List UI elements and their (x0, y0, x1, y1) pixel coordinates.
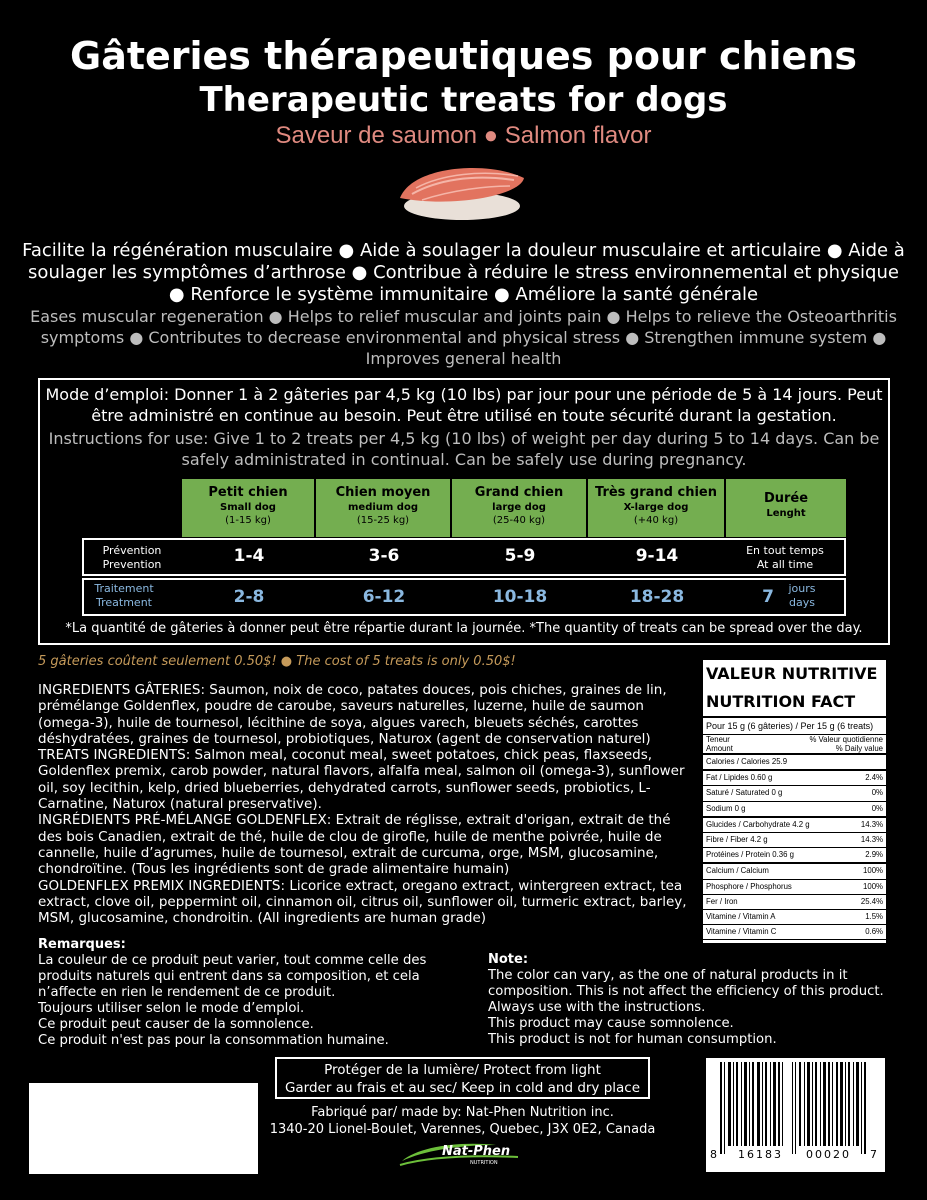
manufacturer-name: Fabriqué par/ made by: Nat-Phen Nutrition inc. (311, 1105, 614, 1120)
ingredients-treats-en: TREATS INGREDIENTS: Salmon meal, coconut meal, sweet potatoes, chick peas, flaxseeds, Goldenflex premix, carob powder, natural flavors, alfalfa meal, salmon oil (omega-3), sunflower oil, soy lecithin, kelp, dried blueberries, dehydrated carrots, sunflower seeds, probiotics, L-Carnatine, Naturox (natural preservative). (38, 747, 685, 813)
flavor-line (0, 120, 927, 152)
nutrition-header-2: Amount % Daily value (703, 744, 886, 755)
prevention-xlarge: 9-14 (635, 546, 679, 566)
nutrition-row (703, 786, 886, 801)
ingredients-premix-fr: INGRÉDIENTS PRÉ-MÉLANGE GOLDENFLEX: Extrait de réglisse, extrait d'origan, extrait de thé des bois Canadien, extrait de thé, huile de clou de girofle, huile de menthe poivrée, huile de cannelle, huile d’agrumes, huile de tournesol, extrait de curcuma, orge, MSM, glucosamine, chondroïtine. (Tous les ingrédients sont de grade alimentaire humain) (38, 812, 671, 878)
dosage-header-row (182, 479, 846, 537)
nutrition-row (703, 864, 886, 879)
nat-phen-logo (398, 1139, 533, 1169)
header-duration: Durée Lenght (726, 479, 846, 537)
nutrition-row-label: Sodium 0 g (706, 803, 746, 813)
nutrition-row (703, 802, 886, 818)
barcode-digit-2: 16183 (738, 1148, 783, 1161)
nutrition-row-value: 25.4% (860, 896, 883, 906)
prevention-label: Prévention Prevention (102, 544, 162, 571)
barcode-digit-3: 00020 (806, 1148, 851, 1161)
logo-subtext: NUTRITION (470, 1160, 498, 1166)
nutrition-row (703, 880, 886, 895)
treatment-label: Traitement Treatment (94, 582, 154, 609)
flavor-french: Saveur de saumon (275, 122, 477, 149)
remarks-title: Remarques: (38, 937, 126, 952)
nutrition-serving: Pour 15 g (6 gâteries) / Per 15 g (6 treats) (703, 716, 886, 735)
nutrition-row-value: 100% (863, 881, 883, 891)
nutrition-row-label: Calories / Calories 25.9 (706, 757, 788, 766)
salmon-sushi-image (392, 156, 532, 228)
nutrition-row (703, 848, 886, 864)
barcode (706, 1058, 885, 1172)
nutrition-row-label: Phosphore / Phosphorus (706, 881, 792, 891)
storage-light: Protéger de la lumière/ Protect from light (324, 1062, 601, 1078)
nutrition-row-value: 0.6% (865, 927, 883, 937)
nutrition-row-label: Vitamine / Vitamin C (706, 927, 777, 937)
nutrition-row-label: Calcium / Calcium (706, 866, 769, 876)
treatment-xlarge: 18-28 (629, 587, 685, 607)
nutrition-row-label: Fibre / Fiber 4.2 g (706, 835, 768, 845)
prevention-duration: En tout temps At all time (746, 544, 824, 571)
ingredients-premix-en: GOLDENFLEX PREMIX INGREDIENTS: Licorice extract, oregano extract, wintergreen extract, tea extract, clove oil, peppermint oil, cinnamon oil, citrus oil, sunflower oil, turmeric extract, barley, MSM, glucosamine, chondroitin. (All ingredients are human grade) (38, 877, 687, 927)
storage-dry: Garder au frais et au sec/ Keep in cold and dry place (284, 1080, 641, 1096)
nutrition-rows (703, 755, 886, 940)
prevention-row (82, 538, 846, 576)
nutrition-row-label: Vitamine / Vitamin A (706, 912, 776, 922)
dosage-footnote: *La quantité de gâteries à donner peut être répartie durant la journée. *The quantity of treats can be spread over the day. (65, 621, 863, 636)
nutrition-row-value: 2.4% (865, 773, 883, 783)
prevention-small: 1-4 (233, 546, 265, 566)
remarks-text: La couleur de ce produit peut varier, tout comme celle des produits naturels qui entrent dans sa composition, et cela n’affecte en rien le rendement de ce produit. Toujours utiliser selon le mode d’emploi. Ce produit peut causer de la somnolence. Ce produit n'est pas pour la consommation humaine. (38, 953, 427, 1048)
flavor-english: Salmon flavor (504, 122, 652, 149)
nutrition-title-fr: VALEUR NUTRITIVE (706, 664, 878, 683)
nutrition-row-label: Protéines / Protein 0.36 g (706, 850, 794, 860)
manufacturer-info (250, 1104, 675, 1138)
nutrition-title-en: NUTRITION FACT (706, 692, 856, 711)
nutrition-row (703, 910, 886, 925)
prevention-medium: 3-6 (368, 546, 400, 566)
treatment-medium: 6-12 (362, 587, 406, 607)
nutrition-row (703, 925, 886, 940)
nutrition-row (703, 895, 886, 910)
nutrition-row-value: 0% (871, 788, 883, 798)
benefits-english: Eases muscular regeneration ● Helps to relief muscular and joints pain ● Helps to relieve the Osteoarthritis symptoms ● Contributes to decrease environmental and physical stress ● Strengthen immune system ● Improves general health (30, 307, 897, 368)
nutrition-row-value: 2.9% (865, 850, 883, 860)
usage-french: Mode d’emploi: Donner 1 à 2 gâteries par 4,5 kg (10 lbs) par jour pour une période de 5 à 14 jours. Peut être administré en continue au besoin. Peut être utilisé en toute sécurité durant la gestation. (45, 385, 883, 425)
nutrition-row-label: Fer / Iron (706, 896, 738, 906)
treatment-duration-value: 7 (762, 587, 774, 607)
note-title: Note: (488, 952, 529, 967)
ingredients-treats-fr: INGREDIENTS GÂTERIES: Saumon, noix de coco, patates douces, pois chiches, graines de lin, prémélange Goldenflex, poudre de caroube, saveurs naturelles, luzerne, huile de saumon (omega-3), huile de tournesol, lécithine de soya, algues varech, bleuets séchés, carottes déshydratées, graines de tournesol, probiotiques, Naturox (agent de conservation naturel) (38, 682, 667, 747)
header-small-dog: Petit chien Small dog (1-15 kg) (182, 479, 316, 537)
manufacturer-address: 1340-20 Lionel-Boulet, Varennes, Quebec, J3X 0E2, Canada (269, 1122, 656, 1137)
nutrition-facts-table (703, 660, 886, 943)
nutrition-header-1: Teneur % Valeur quotidienne (706, 735, 883, 744)
note-text: The color can vary, as the one of natural products in it composition. This is not affect the efficiency of this product. Always use with the instructions. This product may cause somnolence. This product is not for human consumption. (488, 968, 884, 1047)
ingredients-block (38, 682, 688, 926)
blank-label-area (29, 1083, 258, 1174)
usage-english: Instructions for use: Give 1 to 2 treats per 4,5 kg (10 lbs) of weight per day during 5 to 14 days. Can be safely administrated in continual. Can be safely use during pregnancy. (48, 429, 880, 469)
prevention-large: 5-9 (504, 546, 536, 566)
nutrition-row-value: 100% (863, 866, 883, 876)
nutrition-row-label: Saturé / Saturated 0 g (706, 788, 783, 798)
nutrition-row (703, 771, 886, 786)
nutrition-row-value: 14.3% (860, 835, 883, 845)
nutrition-row (703, 818, 886, 833)
cost-line: 5 gâteries coûtent seulement 0.50$! ● The cost of 5 treats is only 0.50$! (38, 654, 516, 669)
nutrition-row-value: 14.3% (860, 819, 883, 829)
barcode-digit-4: 7 (870, 1148, 877, 1161)
title-english: Therapeutic treats for dogs (199, 80, 728, 120)
header-xlarge-dog: Très grand chien X-large dog (+40 kg) (588, 479, 726, 537)
title-french: Gâteries thérapeutiques pour chiens (70, 34, 857, 78)
header-large-dog: Grand chien large dog (25-40 kg) (452, 479, 588, 537)
nutrition-row (703, 833, 886, 848)
bullet-icon: ● (483, 122, 499, 149)
nutrition-row-label: Fat / Lipides 0.60 g (706, 773, 773, 783)
header-medium-dog: Chien moyen medium dog (15-25 kg) (316, 479, 452, 537)
barcode-digit-1: 8 (710, 1148, 717, 1161)
logo-text: Nat-Phen (442, 1144, 511, 1159)
treatment-small: 2-8 (233, 587, 265, 607)
nutrition-row-value: 1.5% (865, 912, 883, 922)
nutrition-row (703, 755, 886, 771)
treatment-duration-unit: jours days (788, 582, 816, 609)
nutrition-row-label: Glucides / Carbohydrate 4.2 g (706, 819, 810, 829)
storage-box (275, 1057, 650, 1099)
nutrition-row-value: 0% (871, 803, 883, 813)
benefits-french: Facilite la régénération musculaire ● Aide à soulager la douleur musculaire et articulaire ● Aide à soulager les symptômes d’arthrose ● Contribue à réduire le stress environnemental et physique ● Renforce le système immunitaire ● Améliore la santé générale (22, 240, 905, 305)
treatment-large: 10-18 (492, 587, 548, 607)
barcode-bars (706, 1058, 885, 1172)
treatment-row (82, 578, 846, 616)
